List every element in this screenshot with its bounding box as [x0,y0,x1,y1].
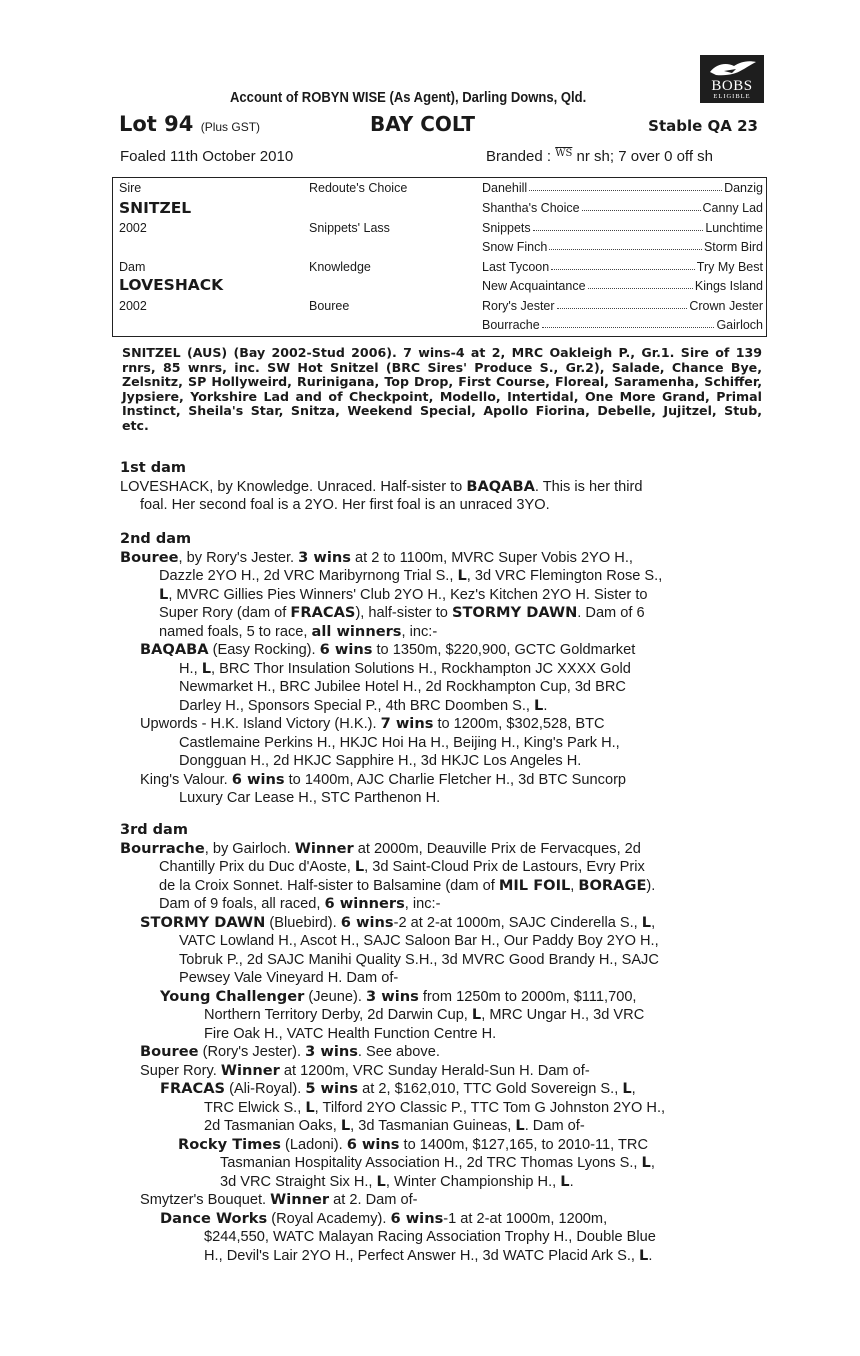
dam-entry: Bouree, by Rory's Jester. 3 wins at 2 to 1100m, MVRC Super Vobis 2YO H., [120,548,633,566]
pedigree-g3-row: Shantha's Choice Canny Lad [482,201,763,215]
sire-label: Sire [119,181,142,195]
brand-info: Branded : $^{\overline{WS}}$ nr sh; 7 over 0 off sh [486,148,713,165]
section-heading: 1st dam [120,460,186,476]
pedigree-g3-row: Snippets Lunchtime [482,221,763,235]
dam-name: LOVESHACK [119,276,224,294]
produce-entry: Upwords - H.K. Island Victory (H.K.). 7 wins to 1200m, $302,528, BTC [140,715,605,732]
produce-entry: King's Valour. 6 wins to 1400m, AJC Charlie Fletcher H., 3d BTC Suncorp [140,770,627,788]
horse-description: BAY COLT [370,112,476,136]
pedigree-g3-row: Bourrache Gairloch [482,318,763,332]
first-dam-section: 1st dam LOVESHACK, by Knowledge. Unraced. Half-sister to BAQABA. This is her third foal. Her second foal is a 2YO. Her first foal is an unraced 3YO. [120,459,766,515]
lot-header [119,112,764,138]
dam-entry: Bourrache, by Gairloch. Winner at 2000m, Deauville Prix de Fervacques, 2d [120,839,641,857]
third-dam-section: 3rd dam Bourrache, by Gairloch. Winner at 2000m, Deauville Prix de Fervacques, 2d Chantilly Prix du Duc d'Aoste, L, 3d Saint-Cloud Prix de Lastours, Evry Prix de la Croix Sonnet. Half-sister to Balsamine (dam of MIL FOIL, BORAGE). Dam of 9 foals, all raced, 6 winners, inc:- STORMY DAWN (Bluebird). 6 wins-2 at 2-at 1000m, SAJC Cinderella S., L, VATC Lowland H., Ascot H., SAJC Saloon Bar H., Our Paddy Boy 2YO H., Tobruk P., 2d SAJC Manihi Quality S.H., 3d MVRC Good Brandy H., SAJC Pewsey Vale Vineyard H. Dam of- Young Challenger (Jeune). 3 wins from 1250m to 2000m, $111,700, Northern Territory Derby, 2d Darwin Cup, L, MRC Ungar H., 3d VRC Fire Oak H., VATC Health Function Centre H. Bouree (Rory's Jester). 3 wins. See above. Super Rory. Winner at 1200m, VRC Sunday Herald-Sun H. Dam of- FRACAS (Ali-Royal). 5 wins at 2, $162,010, TTC Gold Sovereign S., L, TRC Elwick S., L, Tilford 2YO Classic P., TTC Tom G Johnston 2YO H., 2d Tasmanian Oaks, L, 3d Tasmanian Guineas, L. Dam of- Rocky Times (Ladoni). 6 wins to 1400m, $127,165, to 2010-11, TRC Tasmanian Hospitality Association H., 2d TRC Thomas Lyons S., L, 3d VRC Straight Six H., L, Winter Championship H., L. Smytzer's Bouquet. Winner at 2. Dam of- Dance Works (Royal Academy). 6 wins-1 at 2-at 1000m, 1200m, $244,550, WATC Malayan Racing Association Trophy H., Double Blue H., Devil's Lair 2YO H., Perfect Answer H., 3d WATC Placid Ark S., L. [120,821,766,1265]
pedigree-g3-row: Danehill Danzig [482,181,763,195]
dam-year: 2002 [119,299,147,313]
stable-number: Stable QA 23 [648,117,758,135]
produce-entry: Dance Works (Royal Academy). 6 wins-1 at 2-at 1000m, 1200m, [160,1209,608,1227]
produce-entry: Smytzer's Bouquet. Winner at 2. Dam of- [140,1191,418,1208]
sire-name: SNITZEL [119,199,192,217]
bird-icon [706,58,758,80]
sire-sire: Redoute's Choice [309,181,408,195]
produce-entry: Rocky Times (Ladoni). 6 wins to 1400m, $127,165, to 2010-11, TRC [178,1135,649,1153]
pedigree-g3-row: Snow Finch Storm Bird [482,240,763,254]
produce-entry: STORMY DAWN (Bluebird). 6 wins-2 at 2-at 1000m, SAJC Cinderella S., L, [140,913,656,931]
dam-label: Dam [119,260,146,274]
logo-text: BOBS [711,78,753,94]
dam-dam: Bouree [309,299,350,313]
produce-entry: Super Rory. Winner at 1200m, VRC Sunday Herald-Sun H. Dam of- [140,1061,590,1079]
sire-dam: Snippets' Lass [309,221,390,235]
bobs-eligible-logo [700,55,764,103]
sire-year: 2002 [119,221,147,235]
section-heading: 2nd dam [120,531,192,547]
produce-entry: Bouree (Rory's Jester). 3 wins. See above. [140,1043,440,1060]
produce-entry: Young Challenger (Jeune). 3 wins from 1250m to 2000m, $111,700, [160,987,637,1005]
produce-entry: FRACAS (Ali-Royal). 5 wins at 2, $162,010, TTC Gold Sovereign S., L, [160,1080,636,1097]
lot-number: Lot 94 (Plus GST) [119,112,261,136]
dam-sire: Knowledge [309,260,371,274]
foaled-date: Foaled 11th October 2010 [120,148,294,165]
produce-entry: BAQABA (Easy Rocking). 6 wins to 1350m, $220,900, GCTC Goldmarket [140,641,636,658]
section-heading: 3rd dam [120,822,188,838]
pedigree-g3-row: New Acquaintance Kings Island [482,279,763,293]
pedigree-table [112,177,767,337]
vendor-account: Account of ROBYN WISE (As Agent), Darling Downs, Qld. [230,90,587,106]
brand-mark: WS [555,148,573,159]
pedigree-g3-row: Last Tycoon Try My Best [482,260,763,274]
sire-summary: SNITZEL (AUS) (Bay 2002-Stud 2006). 7 wins-4 at 2, MRC Oakleigh P., Gr.1. Sire of 139 rnrs, 85 wnrs, inc. SW Hot Snitzel (BRC Sires' Produce S., Gr.2), Salade, Chance Bye, Zelsnitz, SP Hollyweird, Rurinigana, Top Drop, First Course, Floreal, Saramenha, Schiffer, Jypsiere, Yorkshire Lad and of Checkpoint, Modello, Intertidal, One More Grand, Primal Instinct, Sheila's Star, Snitza, Weekend Special, Apollo Fiorina, Debelle, Jujitzel, Stub, etc. [122,345,762,433]
logo-subtext: ELIGIBLE [713,93,751,100]
plus-gst: (Plus GST) [200,120,261,134]
second-dam-section: 2nd dam Bouree, by Rory's Jester. 3 wins at 2 to 1100m, MVRC Super Vobis 2YO H., Dazzle 2YO H., 2d VRC Maribyrnong Trial S., L, 3d VRC Flemington Rose S., L, MVRC Gillies Pies Winners' Club 2YO H., Kez's Kitchen 2YO H. Sister to Super Rory (dam of FRACAS), half-sister to STORMY DAWN. Dam of 6 named foals, 5 to race, all winners, inc:- BAQABA (Easy Rocking). 6 wins to 1350m, $220,900, GCTC Goldmarket H., L, BRC Thor Insulation Solutions H., Rockhampton JC XXXX Gold Newmarket H., BRC Jubilee Hotel H., 2d Rockhampton Cup, 3d BRC Darley H., Sponsors Special P., 4th BRC Doomben S., L. Upwords - H.K. Island Victory (H.K.). 7 wins to 1200m, $302,528, BTC Castlemaine Perkins H., HKJC Hoi Ha H., Beijing H., King's Park H., Dongguan H., 2d HKJC Sapphire H., 3d HKJC Los Angeles H. King's Valour. 6 wins to 1400m, AJC Charlie Fletcher H., 3d BTC Suncorp Luxury Car Lease H., STC Parthenon H. [120,530,766,808]
pedigree-g3-row: Rory's Jester Crown Jester [482,299,763,313]
